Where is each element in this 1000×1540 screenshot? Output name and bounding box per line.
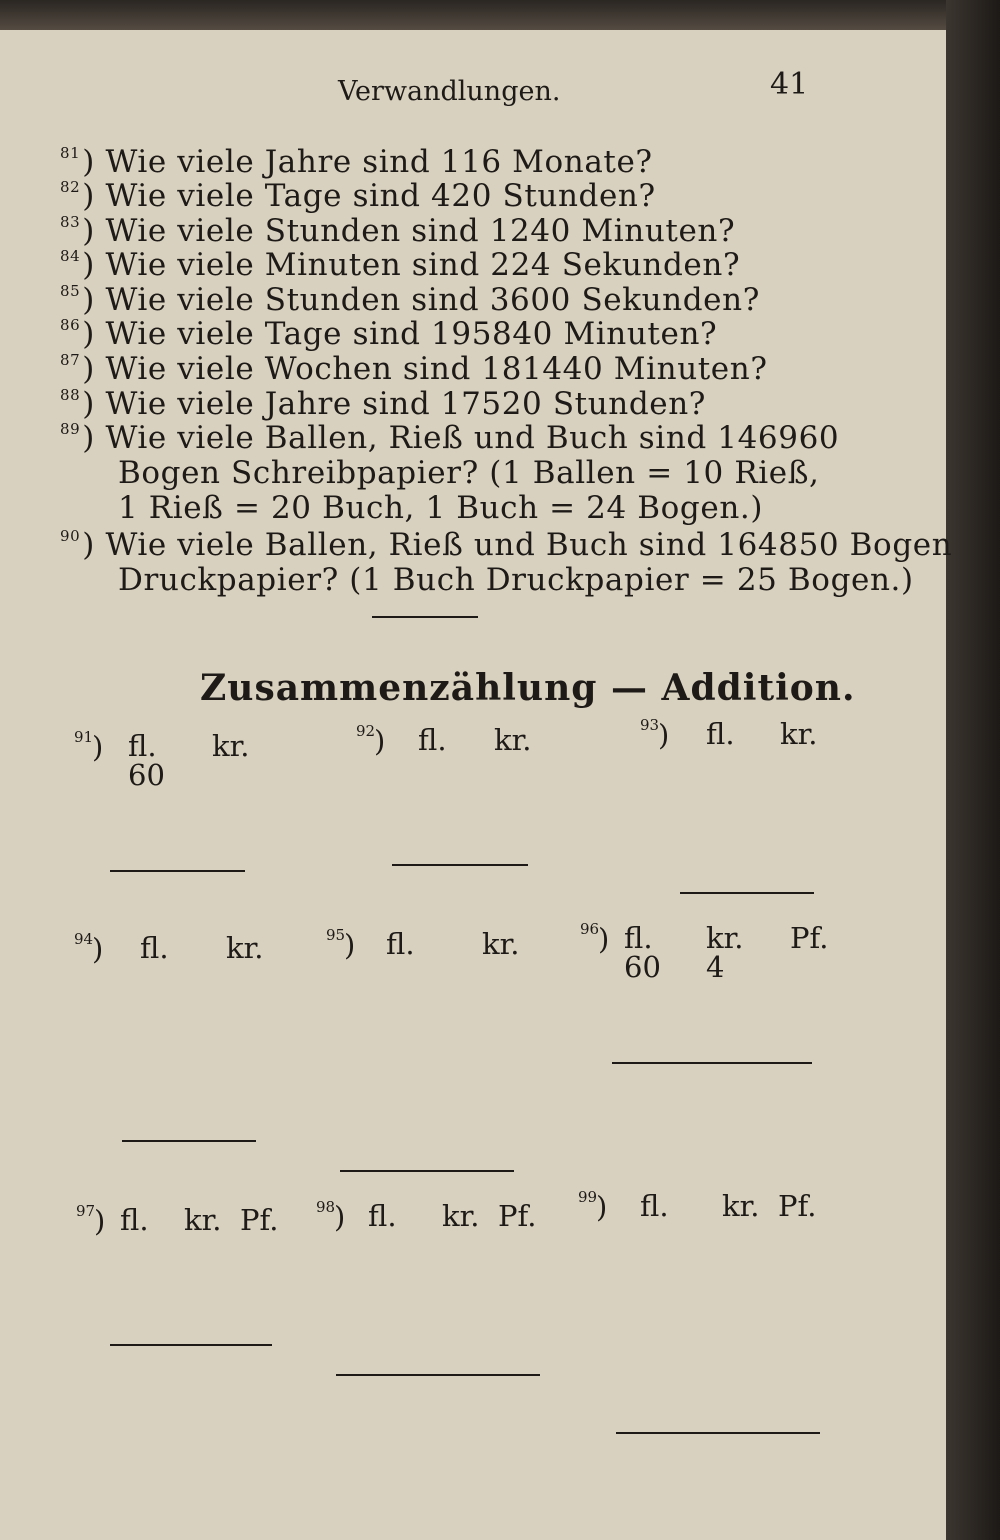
column-header: kr. 4 [706, 921, 744, 984]
column-header: fl. [120, 1203, 149, 1237]
column-header: fl. [386, 927, 415, 961]
exercise-89: $^{89}$) Wie viele Ballen, Rieß und Buch sind 146960 [60, 420, 840, 456]
column-header: fl. [418, 723, 447, 757]
problem-number: 98 [316, 1198, 336, 1216]
exercise-text: Wie viele Stunden sind 1240 Minuten? [105, 213, 736, 249]
sum-rule [110, 870, 245, 872]
section-divider [372, 616, 478, 618]
exercise-text: Wie viele Tage sind 195840 Minuten? [105, 316, 718, 352]
section-title: Zusammenzählung — Addition. [200, 667, 856, 709]
sum-rule [336, 1374, 540, 1376]
column-header: kr. [212, 729, 250, 763]
exercise-90: $^{90}$) Wie viele Ballen, Rieß und Buch sind 164850 Bogen [60, 527, 953, 563]
paren: ) [92, 730, 104, 764]
sum-rule [122, 1140, 256, 1142]
column-header: kr. [226, 931, 264, 965]
column-header: kr. [184, 1203, 222, 1237]
column-header: fl. [706, 717, 735, 751]
column-header: fl. 60 [624, 921, 661, 984]
column-header: Pf. [240, 1203, 279, 1237]
sum-rule [340, 1170, 514, 1172]
column-header: Pf. [790, 921, 829, 955]
column-header: kr. [482, 927, 520, 961]
problem-number: 91 [74, 728, 94, 746]
problem-number: 97 [76, 1202, 96, 1220]
paren: ) [94, 1204, 106, 1238]
exercise-81: $^{81}$) Wie viele Jahre sind 116 Monate? [60, 144, 653, 180]
paren: ) [374, 724, 386, 758]
exercise-text: Wie viele Tage sind 420 Stunden? [105, 178, 656, 214]
column-header: kr. [442, 1199, 480, 1233]
exercise-text-line: Wie viele Ballen, Rieß und Buch sind 146960 [105, 420, 840, 456]
exercise-text: Wie viele Stunden sind 3600 Sekunden? [105, 282, 760, 318]
exercise-86: $^{86}$) Wie viele Tage sind 195840 Minuten? [60, 316, 718, 352]
exercise-85: $^{85}$) Wie viele Stunden sind 3600 Sekunden? [60, 282, 760, 318]
problem-number: 93 [640, 716, 660, 734]
column-header: Pf. [778, 1189, 817, 1223]
column-header: fl. [368, 1199, 397, 1233]
page-number: 41 [770, 67, 809, 102]
problem-number: 96 [580, 920, 600, 938]
sum-rule [392, 864, 528, 866]
problem-number: 92 [356, 722, 376, 740]
column-header: kr. [494, 723, 532, 757]
exercise-84: $^{84}$) Wie viele Minuten sind 224 Sekunden? [60, 247, 741, 283]
exercise-text-line: Wie viele Ballen, Rieß und Buch sind 164850 Bogen [105, 527, 953, 563]
column-header: fl. 60 [128, 729, 165, 792]
exercise-text: Wie viele Jahre sind 116 Monate? [105, 144, 653, 180]
column-header: fl. [140, 931, 169, 965]
exercise-text: Wie viele Wochen sind 181440 Minuten? [105, 351, 768, 387]
problem-number: 94 [74, 930, 94, 948]
paren: ) [598, 922, 610, 956]
exercise-text: Wie viele Jahre sind 17520 Stunden? [105, 386, 707, 422]
exercise-text-line: Druckpapier? (1 Buch Druckpapier = 25 Bogen.) [118, 562, 914, 598]
column-header: fl. [640, 1189, 669, 1223]
exercise-83: $^{83}$) Wie viele Stunden sind 1240 Minuten? [60, 213, 736, 249]
column-header: kr. [780, 717, 818, 751]
paren: ) [344, 928, 356, 962]
book-top-edge [0, 0, 1000, 34]
book-spine-edge [946, 0, 1000, 1540]
paren: ) [334, 1200, 346, 1234]
exercise-88: $^{88}$) Wie viele Jahre sind 17520 Stunden? [60, 386, 707, 422]
running-header: Verwandlungen. [338, 76, 561, 107]
problem-number: 99 [578, 1188, 598, 1206]
exercise-text-line: 1 Rieß = 20 Buch, 1 Buch = 24 Bogen.) [118, 490, 764, 526]
sum-rule [110, 1344, 272, 1346]
paren: ) [658, 718, 670, 752]
sum-rule [680, 892, 814, 894]
column-header: Pf. [498, 1199, 537, 1233]
exercise-82: $^{82}$) Wie viele Tage sind 420 Stunden? [60, 178, 656, 214]
exercise-text: Wie viele Minuten sind 224 Sekunden? [105, 247, 741, 283]
paren: ) [92, 932, 104, 966]
sum-rule [612, 1062, 812, 1064]
exercise-text-line: Bogen Schreibpapier? (1 Ballen = 10 Rieß, [118, 455, 820, 491]
paren: ) [596, 1190, 608, 1224]
exercise-87: $^{87}$) Wie viele Wochen sind 181440 Minuten? [60, 351, 768, 387]
sum-rule [616, 1432, 820, 1434]
problem-number: 95 [326, 926, 346, 944]
column-header: kr. [722, 1189, 760, 1223]
